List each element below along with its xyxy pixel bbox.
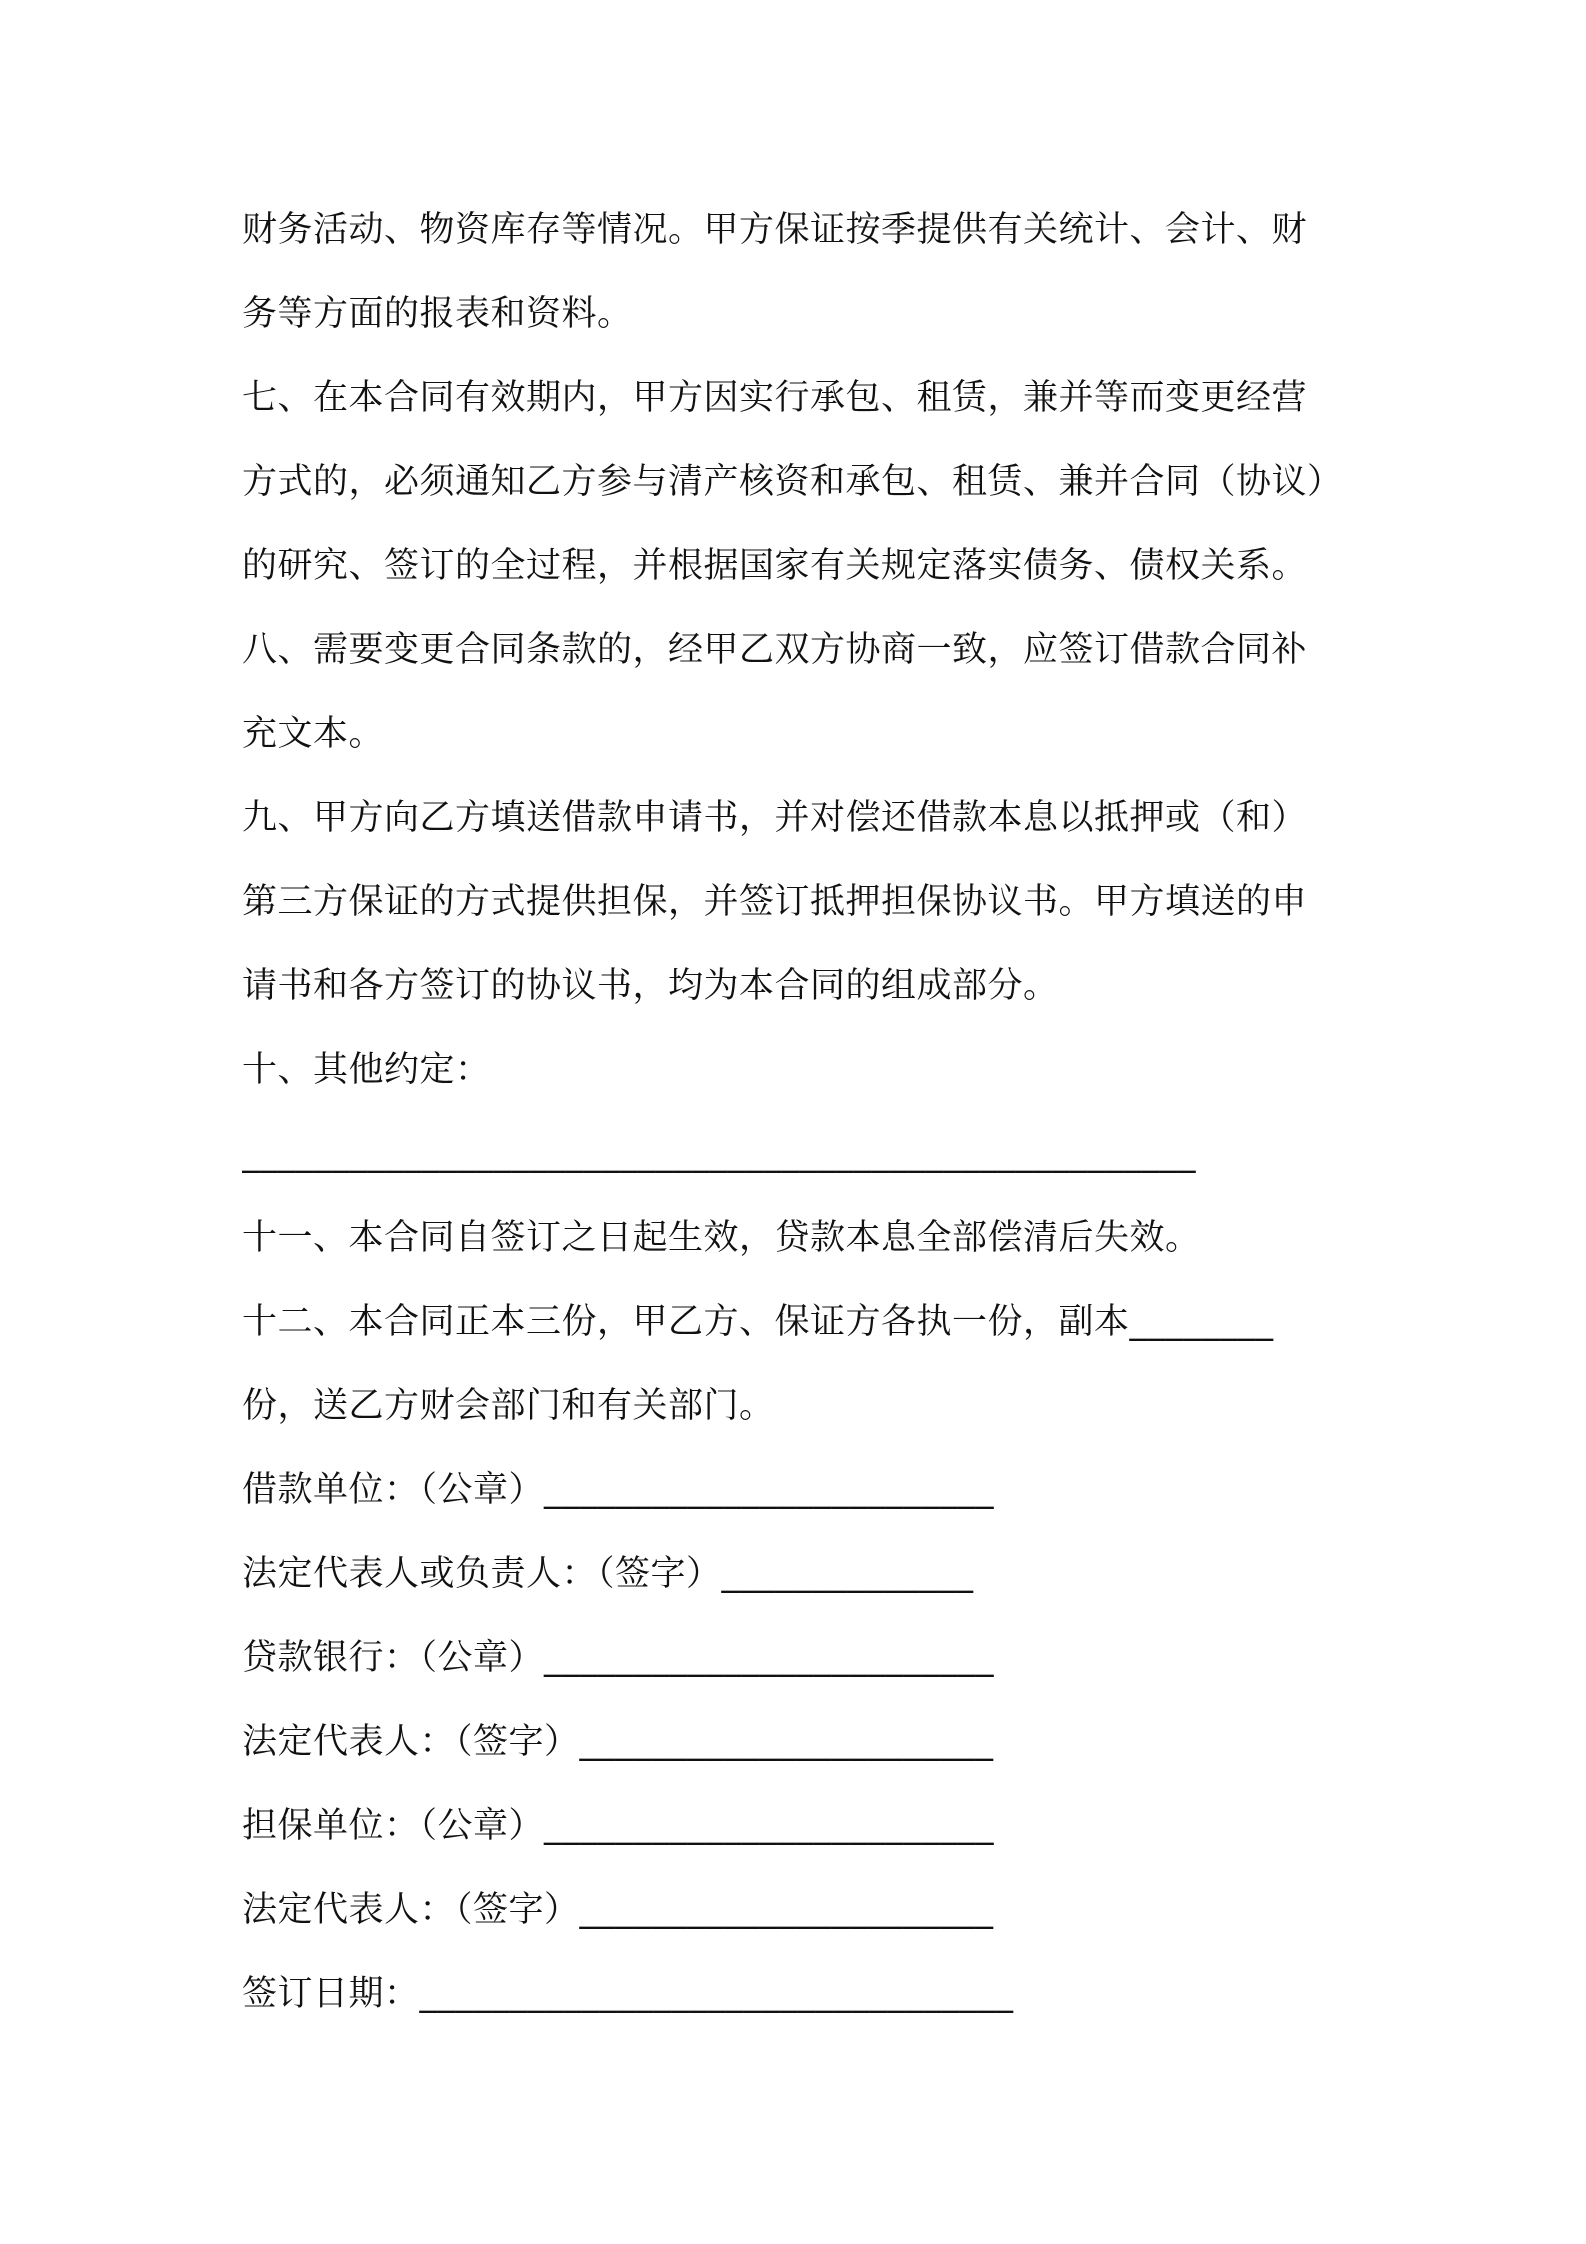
clause-11-line: 十一、本合同自签订之日起生效，贷款本息全部偿清后失效。 — [242, 1218, 1201, 1258]
text-line: 方式的，必须通知乙方参与清产核资和承包、租赁、兼并合同（协议） — [242, 462, 1343, 502]
borrower-representative-line: 法定代表人或负责人：（签字）______________ — [242, 1554, 974, 1594]
borrower-seal-line: 借款单位：（公章）_________________________ — [242, 1470, 995, 1510]
text-line: 的研究、签订的全过程，并根据国家有关规定落实债务、债权关系。 — [242, 546, 1308, 586]
clause-8-line: 八、需要变更合同条款的，经甲乙双方协商一致，应签订借款合同补 — [242, 630, 1308, 670]
clause-12-line: 十二、本合同正本三份，甲乙方、保证方各执一份，副本________ — [242, 1302, 1274, 1342]
bank-representative-line: 法定代表人：（签字）_______________________ — [242, 1722, 994, 1762]
blank-line: _____________________________________________________ — [242, 1134, 1196, 1174]
bank-seal-line: 贷款银行：（公章）_________________________ — [242, 1638, 995, 1678]
guarantor-seal-line: 担保单位：（公章）_________________________ — [242, 1806, 995, 1846]
clause-7-line: 七、在本合同有效期内，甲方因实行承包、租赁，兼并等而变更经营 — [242, 378, 1308, 418]
guarantor-representative-line: 法定代表人：（签字）_______________________ — [242, 1890, 994, 1930]
signing-date-line: 签订日期：_________________________________ — [242, 1974, 1014, 2014]
contract-text — [242, 188, 1354, 2036]
clause-10-line: 十、其他约定： — [242, 1050, 491, 1090]
text-line: 份，送乙方财会部门和有关部门。 — [242, 1386, 775, 1426]
text-line: 务等方面的报表和资料。 — [242, 294, 633, 334]
clause-9-line: 九、甲方向乙方填送借款申请书，并对偿还借款本息以抵押或（和） — [242, 798, 1308, 838]
text-line: 财务活动、物资库存等情况。甲方保证按季提供有关统计、会计、财 — [242, 210, 1308, 250]
text-line: 充文本。 — [242, 714, 385, 754]
text-line: 第三方保证的方式提供担保，并签订抵押担保协议书。甲方填送的申 — [242, 882, 1308, 922]
text-line: 请书和各方签订的协议书，均为本合同的组成部分。 — [242, 966, 1059, 1006]
